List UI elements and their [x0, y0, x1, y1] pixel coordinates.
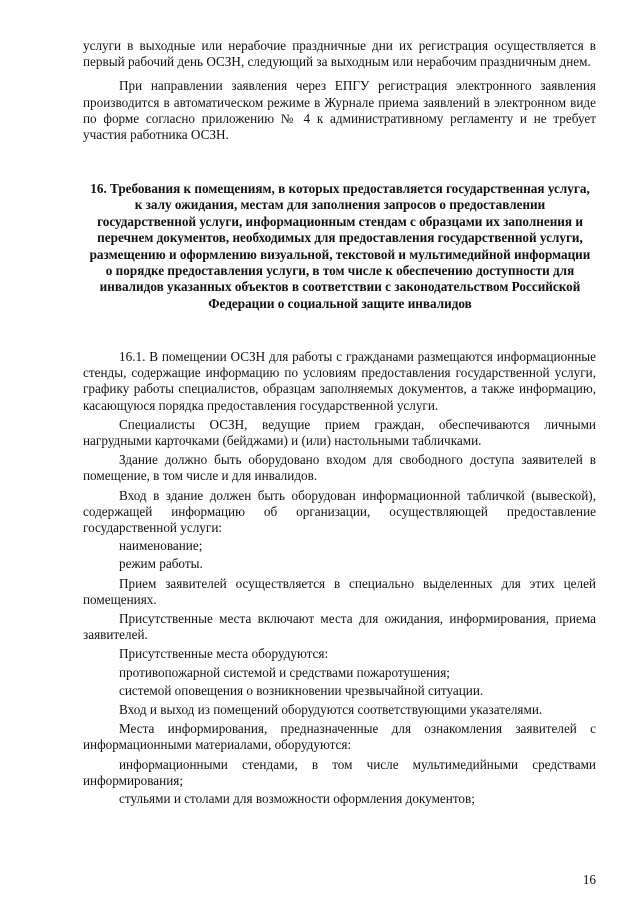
paragraph: Присутственные места включают места для ожидания, информирования, приема заявителей. — [83, 611, 596, 643]
paragraph: Специалисты ОСЗН, ведущие прием граждан, обеспечиваются личными нагрудными карточками (бейджами) и (или) настольными табличками. — [83, 416, 596, 449]
list-item: Присутственные места оборудуются: — [119, 646, 329, 662]
list-item: стульями и столами для возможности оформления документов; — [119, 791, 475, 807]
list-item: системой оповещения о возникновении чрезвычайной ситуации. — [119, 682, 484, 698]
paragraph: Здание должно быть оборудовано входом для свободного доступа заявителей в помещение, в том числе и для инвалидов. — [83, 452, 596, 484]
list-item: режим работы. — [119, 556, 203, 572]
paragraph: Вход в здание должен быть оборудован информационной табличкой (вывеской), содержащей информацию об организации, осуществляющей предоставление государственной услуги: — [83, 487, 596, 536]
section-heading: 16. Требования к помещениям, в которых предоставляется государственная услуга, к залу ожидания, местам для заполнения запросов о предоставлении государственной услуги, информационным стендам с образцами их заполнения и перечнем документов, необходимых для предоставления государственной услуги, размещению и оформлению визуальной, текстовой и мультимедийной информации о порядке предоставления услуги, в том числе к обеспечению доступности для инвалидов указанных объектов в соответствии с законодательством Российской Федерации о социальной защите инвалидов — [89, 181, 591, 311]
page-number: 16 — [582, 872, 596, 887]
paragraph: Места информирования, предназначенные для ознакомления заявителей с информационными материалами, оборудуются: — [83, 721, 596, 753]
body-text-block — [83, 349, 596, 807]
paragraph: информационными стендами, в том числе мультимедийными средствами информирования; — [83, 756, 596, 788]
paragraph: Прием заявителей осуществляется в специально выделенных для этих целей помещениях. — [83, 575, 596, 607]
paragraph: 16.1. В помещении ОСЗН для работы с гражданами размещаются информационные стенды, содержащие информацию по условиям предоставления государственной услуги, графику работы специалистов, образцам заполняемых документов, а также информацию, касающуюся порядка предоставления государственной услуги. — [83, 349, 596, 413]
paragraph: услуги в выходные или нерабочие праздничные дни их регистрация осуществляется в первый рабочий день ОСЗН, следующий за выходным или нерабочим праздничным днем. — [83, 38, 596, 70]
top-text-block — [83, 38, 596, 143]
paragraph: При направлении заявления через ЕПГУ регистрация электронного заявления производится в автоматическом режиме в Журнале приема заявлений в электронном виде по форме согласно приложению № 4 к административному регламенту и не требует участия работника ОСЗН. — [83, 78, 596, 143]
list-item: противопожарной системой и средствами пожаротушения; — [119, 664, 450, 680]
paragraph: Вход и выход из помещений оборудуются соответствующими указателями. — [119, 702, 543, 718]
list-item: наименование; — [119, 538, 203, 554]
